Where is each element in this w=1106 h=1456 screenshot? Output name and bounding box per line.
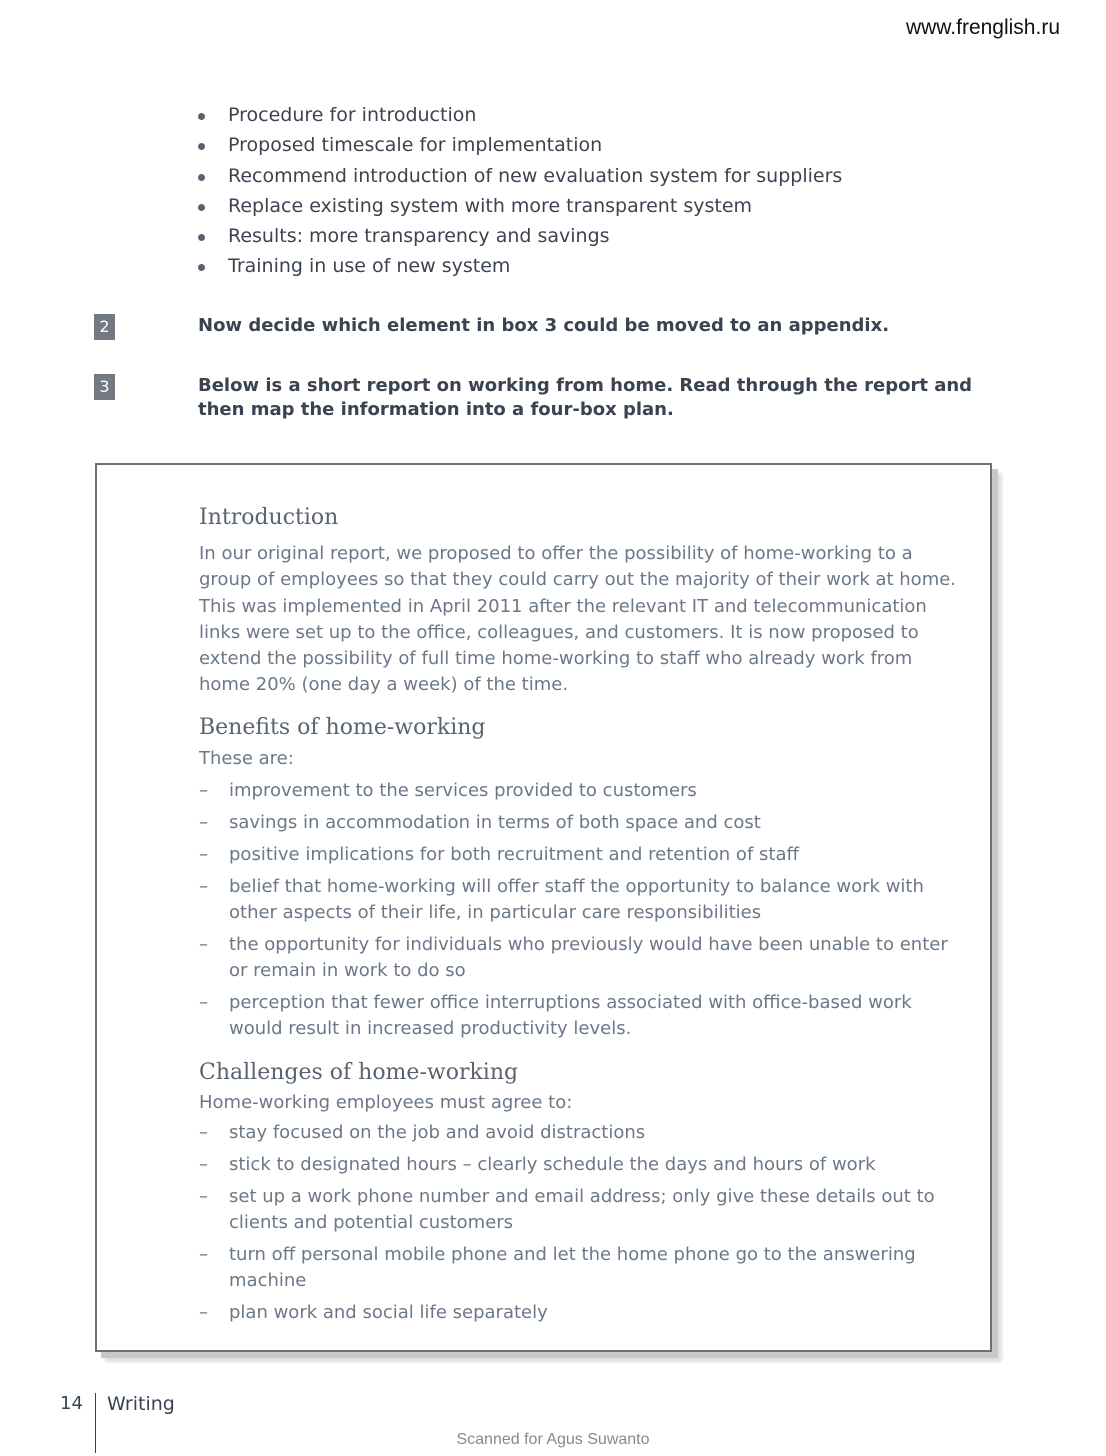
- challenge-item: – plan work and social life separately: [199, 1300, 959, 1326]
- benefit-item: – savings in accommodation in terms of both space and cost: [199, 810, 959, 836]
- intro-heading: Introduction: [199, 505, 339, 530]
- bullet-item: Training in use of new system: [196, 252, 842, 282]
- task-number: 3: [94, 374, 115, 400]
- challenges-lead: Home-working employees must agree to:: [199, 1092, 573, 1114]
- bullet-item: Replace existing system with more transparent system: [196, 192, 842, 222]
- intro-text: In our original report, we proposed to offer the possibility of home-working to a group of employees so that they could carry out the majority of their work at home. This was implemented in April 2011 after the relevant IT and telecommunication links were set up to the office, colleagues, and customers. It is now proposed to extend the possibility of full time home-working to staff who already work from home 20% (one day a week) of the time.: [199, 543, 957, 696]
- task-number: 2: [94, 314, 115, 340]
- benefits-list: [199, 778, 959, 1042]
- benefit-item: – the opportunity for individuals who previously would have been unable to enter or remain in work to do so: [199, 932, 959, 984]
- bullet-list: [196, 101, 842, 283]
- report-box: [95, 463, 992, 1352]
- bullet-item: Recommend introduction of new evaluation system for suppliers: [196, 162, 842, 192]
- section-title: Writing: [107, 1393, 175, 1415]
- challenges-heading: Challenges of home-working: [199, 1060, 519, 1086]
- benefits-heading: Benefits of home-working: [199, 714, 486, 740]
- task-instruction: Below is a short report on working from home. Read through the report and then map the information into a four-box plan.: [198, 375, 973, 420]
- challenge-item: – turn off personal mobile phone and let the home phone go to the answering machine: [199, 1242, 959, 1294]
- task-2: [94, 314, 986, 338]
- challenge-item: – stay focused on the job and avoid distractions: [199, 1120, 959, 1146]
- benefit-item: – improvement to the services provided to customers: [199, 778, 959, 804]
- challenges-list: [199, 1120, 959, 1326]
- bullet-item: Results: more transparency and savings: [196, 222, 842, 252]
- challenge-item: – set up a work phone number and email address; only give these details out to clients and potential customers: [199, 1184, 959, 1236]
- bullet-item: Procedure for introduction: [196, 101, 842, 131]
- benefit-item: – belief that home-working will offer staff the opportunity to balance work with other aspects of their life, in particular care responsibilities: [199, 874, 959, 926]
- benefit-item: – perception that fewer office interruptions associated with office-based work would result in increased productivity levels.: [199, 990, 959, 1042]
- page-number: 14: [60, 1393, 83, 1414]
- task-instruction: Now decide which element in box 3 could be moved to an appendix.: [198, 315, 890, 336]
- challenge-item: – stick to designated hours – clearly schedule the days and hours of work: [199, 1152, 959, 1178]
- benefits-lead: These are:: [199, 747, 294, 769]
- scan-note: Scanned for Agus Suwanto: [456, 1431, 650, 1448]
- website-watermark: www.frenglish.ru: [905, 16, 1060, 39]
- bullet-item: Proposed timescale for implementation: [196, 131, 842, 161]
- task-3: [94, 374, 986, 422]
- benefit-item: – positive implications for both recruitment and retention of staff: [199, 842, 959, 868]
